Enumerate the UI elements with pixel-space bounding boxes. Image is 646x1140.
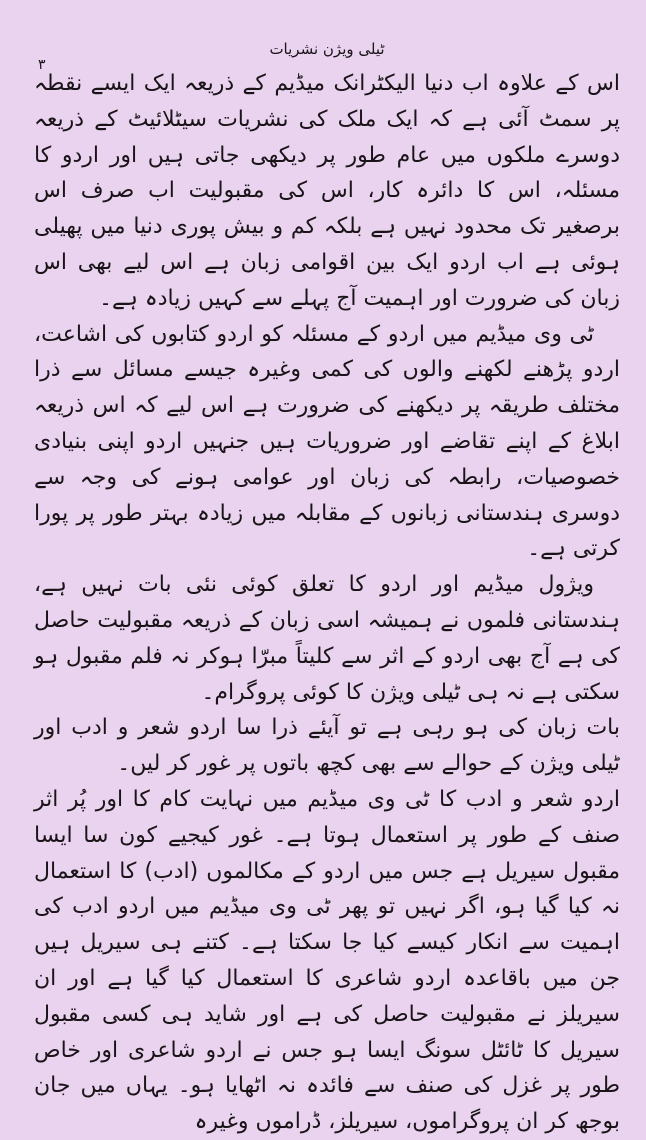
paragraph: بات زبان کی ہو رہی ہے تو آیئے ذرا سا اردو شعر و ادب اور ٹیلی ویژن کے حوالے سے بھی کچھ باتوں پر غور کر لیں۔ xyxy=(34,715,620,777)
paragraph: ٹی وی میڈیم میں اردو کے مسئلہ کو اردو کتابوں کی اشاعت، اردو پڑھنے لکھنے والوں کی کمی وغیرہ جیسے مسائل سے ذرا مختلف طریقہ پر دیکھنے کی ضرورت ہے اس لیے کہ اس ذریعہ ابلاغ کے اپنے تقاضے اور ضروریات ہیں جنہیں اردو اپنی بنیادی خصوصیات، رابطہ کی زبان اور عوامی ہونے کی وجہ سے دوسری ہندستانی زبانوں کے مقابلہ میں زیادہ بہتر طور پر پورا کرتی ہے۔ xyxy=(34,321,620,562)
body-text xyxy=(34,66,620,1140)
running-head-text: ٹیلی ویژن نشریات xyxy=(269,40,385,58)
page-number: ۳ xyxy=(38,57,46,73)
paragraph: ویژول میڈیم اور اردو کا تعلق کوئی نئی بات نہیں ہے، ہندستانی فلموں نے ہمیشہ اسی زبان کے ذریعہ مقبولیت حاصل کی ہے آج بھی اردو کے اثر سے کلیتاً مبرّا ہوکر نہ فلم مقبول ہو سکتی ہے نہ ہی ٹیلی ویژن کا کوئی پروگرام۔ xyxy=(34,572,620,705)
running-head xyxy=(34,38,620,73)
paragraph: اردو شعر و ادب کا ٹی وی میڈیم میں نہایت کام کا اور پُر اثر صنف کے طور پر استعمال ہوتا ہے۔ غور کیجیے کون سا ایسا مقبول سیریل ہے جس میں اردو کے مکالموں (ادب) کا استعمال نہ کیا گیا ہو، اگر نہیں تو پھر ٹی وی میڈیم میں اردو ادب کی اہمیت سے انکار کیسے کیا جا سکتا ہے۔ کتنے ہی سیریل ہیں جن میں باقاعدہ اردو شاعری کا استعمال کیا گیا ہے اور ان سیریلز نے مقبولیت حاصل کی ہے اور شاید ہی کسی مقبول سیریل کا ٹائٹل سونگ ایسا ہو جس نے اردو شاعری اور خاص طور پر غزل کی صنف سے فائدہ نہ اٹھایا ہو۔ یہاں میں جان بوجھ کر ان پروگراموں، سیریلز، ڈراموں وغیرہ xyxy=(34,786,620,1135)
paragraph: اس کے علاوہ اب دنیا الیکٹرانک میڈیم کے ذریعہ ایک ایسے نقطہ پر سمٹ آئی ہے کہ ایک ملک کی نشریات سیٹلائیٹ کے ذریعہ دوسرے ملکوں میں عام طور پر دیکھی جاتی ہیں اور اردو کا مسئلہ، اس کا دائرہ کار، اس کی مقبولیت اب صرف اس برصغیر تک محدود نہیں ہے بلکہ کم و بیش پوری دنیا میں پھیلی ہوئی ہے اب اردو ایک بین اقوامی زبان ہے اس لیے بھی اس زبان کی ضرورت اور اہمیت آج پہلے سے کہیں زیادہ ہے۔ xyxy=(34,71,620,311)
